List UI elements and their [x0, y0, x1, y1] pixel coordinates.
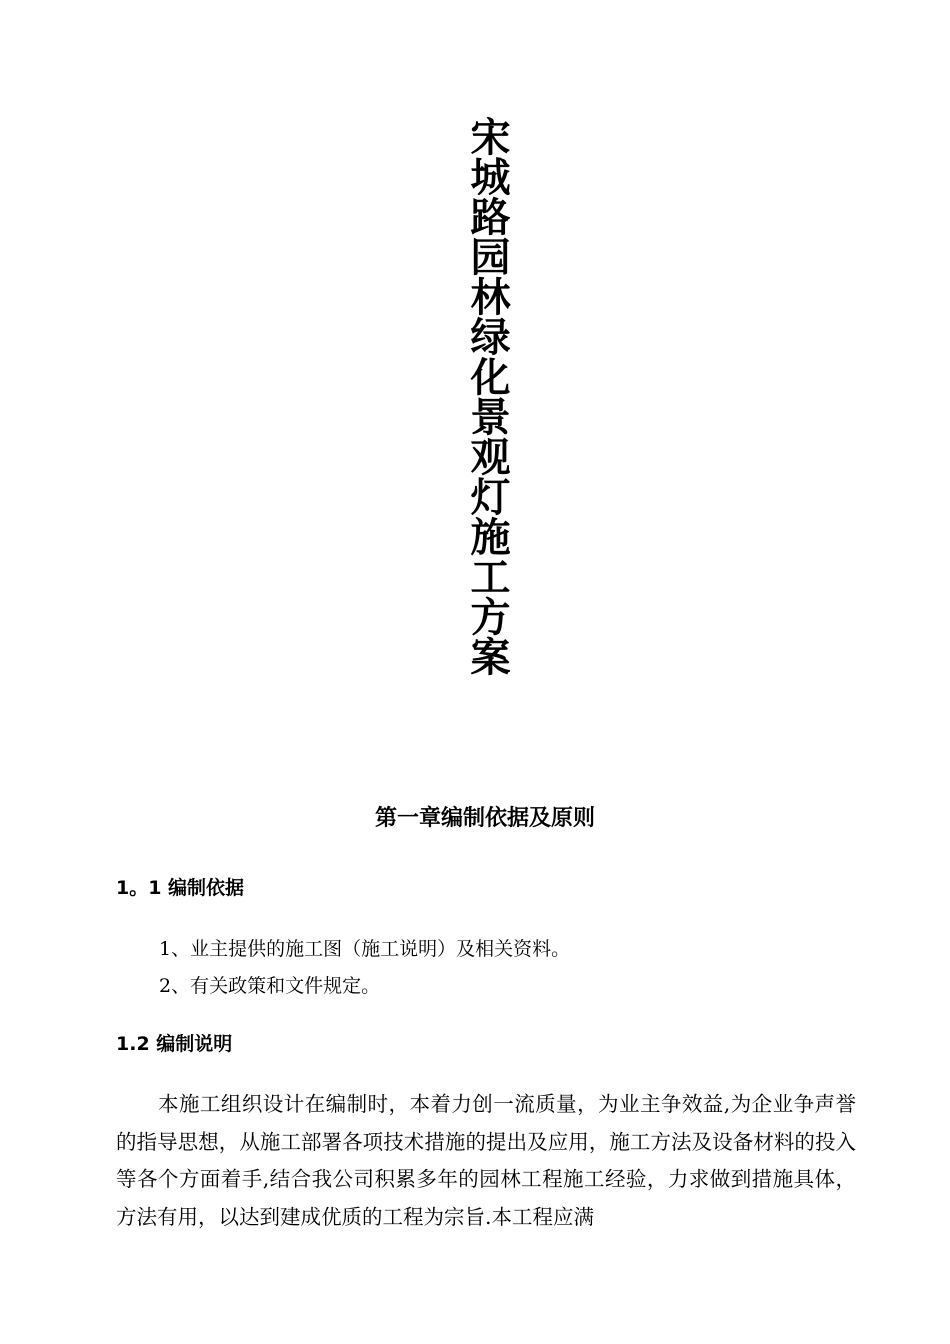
section-heading-basis: 1。1 编制依据 [116, 877, 245, 899]
list-item: 2、有关政策和文件规定。 [159, 975, 381, 997]
description-paragraph: 本施工组织设计在编制时，本着力创一流质量，为业主争效益,为企业争声誉的指导思想，从施工部署各项技术措施的提出及应用，施工方法及设备材料的投入等各个方面着手,结合我公司积累多年的园林工程施工经验，力求做到措施具体，方法有用，以达到建成优质的工程为宗旨.本工程应满 [116, 1092, 856, 1229]
chapter-title: 第一章编制依据及原则 [374, 806, 595, 831]
basis-list [159, 931, 570, 1005]
list-item: 1、业主提供的施工图（施工说明）及相关资料。 [159, 938, 571, 960]
document-title: 宋城路园林绿化景观灯施工方案 [464, 116, 510, 676]
section-heading-description: 1.2 编制说明 [116, 1033, 233, 1055]
